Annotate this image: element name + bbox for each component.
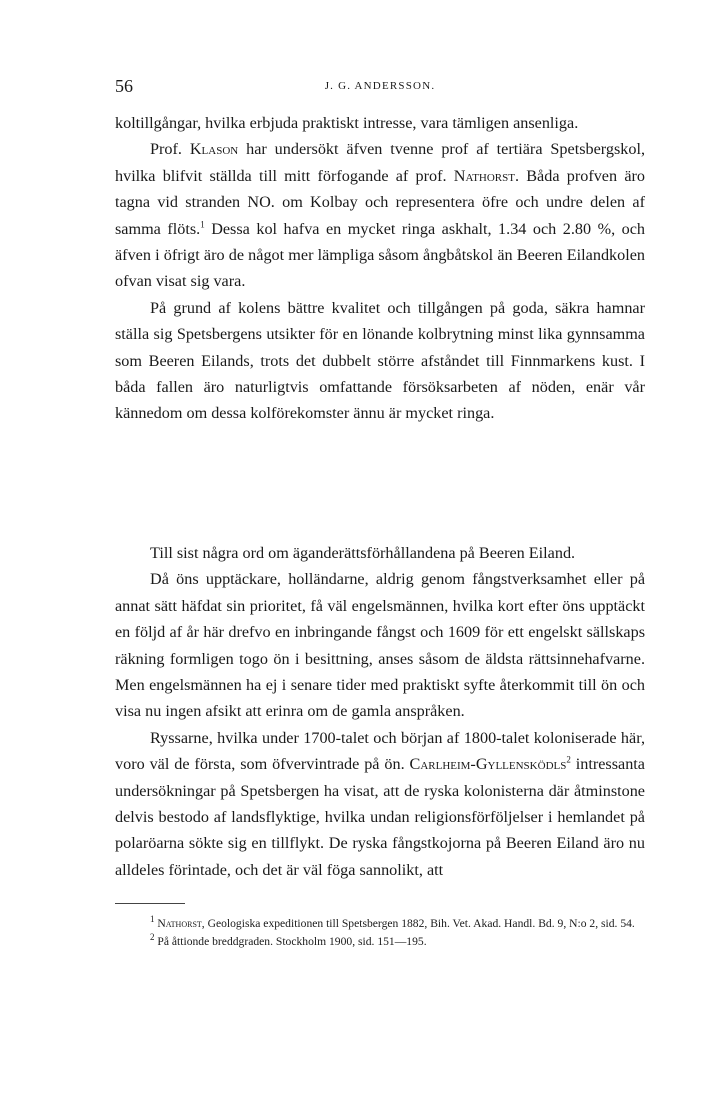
paragraph-russians: Ryssarne, hvilka under 1700-talet och början af 1800-talet koloniserade här, voro väl de första, som öfvervintrade på ön. Carlheim-Gyllensködls$^2$ intressanta undersökningar på Spetsbergen ha visat, att de ryska kolonisterna där åtminstone delvis bestodo af landsflyktige, hvilka undan religionsförföljelser i hemlandet på polaröarna sökte sig en tillflykt. De ryska fångstkojorna på Beeren Eiland äro nu alldeles förintade, och det är väl föga sannolikt, att <box>115 728 645 879</box>
footnote-mark-2: 2 <box>150 932 155 943</box>
paragraph-quality: På grund af kolens bättre kvalitet och tillgången på goda, säkra hamnar ställa sig Spetsbergens utsikter för en lönande kolbrytning minst lika gynnsamma som Beeren Eilands, trots det dubbelt större afståndet till Finnmarkens kust. I båda fallen äro naturligtvis omfattande försöksarbeten af nöden, enär vår kännedom om dessa kolförekomster ännu är mycket ringa. <box>115 298 645 423</box>
page-header <box>115 76 645 98</box>
paragraph-ownership-intro: Till sist några ord om äganderättsförhållandena på Beeren Eiland. <box>150 544 576 562</box>
footnote-author: Nathorst <box>157 917 202 930</box>
page-number: 56 <box>115 76 133 96</box>
footnote-1: $^1$ Nathorst, Geologiska expeditionen till Spetsbergen 1882, Bih. Vet. Akad. Handl. Bd. 9, N:o 2, sid. 54. <box>150 914 635 930</box>
text-section-coal <box>115 110 645 427</box>
footnotes <box>115 915 645 951</box>
footnote-2: $^2$ På åttionde breddgraden. Stockholm 1900, sid. 151—195. <box>150 932 427 948</box>
text-section-ownership <box>115 540 645 883</box>
author-name-klason: Klason <box>189 140 239 159</box>
running-title: J. G. ANDERSSON. <box>324 80 436 92</box>
footnote-divider <box>115 903 185 904</box>
author-name-carlheim: Carlheim-Gyllensködls <box>409 755 567 774</box>
footnote-ref-1[interactable]: 1 <box>200 219 205 230</box>
footnote-mark-1: 1 <box>150 914 155 925</box>
paragraph-dutch-english: Då öns upptäckare, holländarne, aldrig genom fångstverksamhet eller på annat sätt häfdat sin prioritet, få väl engelsmännen, hvilka kort efter öns upptäckt en följd af år här drefvo en inbringande fångst och 1609 för ett engelskt sällskaps räkning formligen togo ön i besittning, anses såsom de äldsta rättsinnehafvarne. Men engelsmännen ha ej i senare tider med praktiskt syfte återkommit till ön och visa nu ingen afsikt att erinra om de gamla anspråken. <box>115 570 645 721</box>
footnote-ref-2[interactable]: 2 <box>566 754 571 765</box>
paragraph-klason: Prof. Klason har undersökt äfven tvenne prof af tertiära Spetsbergskol, hvilka blifvit ställda till mitt förfogande af prof. Nathorst. Båda profven äro tagna vid stranden NO. om Kolbay och representera öfre och undre delen af samma flöts.$^1$ Dessa kol hafva en mycket ringa askhalt, 1.34 och 2.80 %, och äfven i öfrigt äro de något mer lämpliga såsom ångbåtskol än Beeren Eilandkolen ofvan visat sig vara. <box>115 140 645 291</box>
paragraph-continued: koltillgångar, hvilka erbjuda praktiskt intresse, vara tämligen ansenliga. <box>115 114 579 132</box>
author-name-nathorst: Nathorst <box>453 166 515 185</box>
